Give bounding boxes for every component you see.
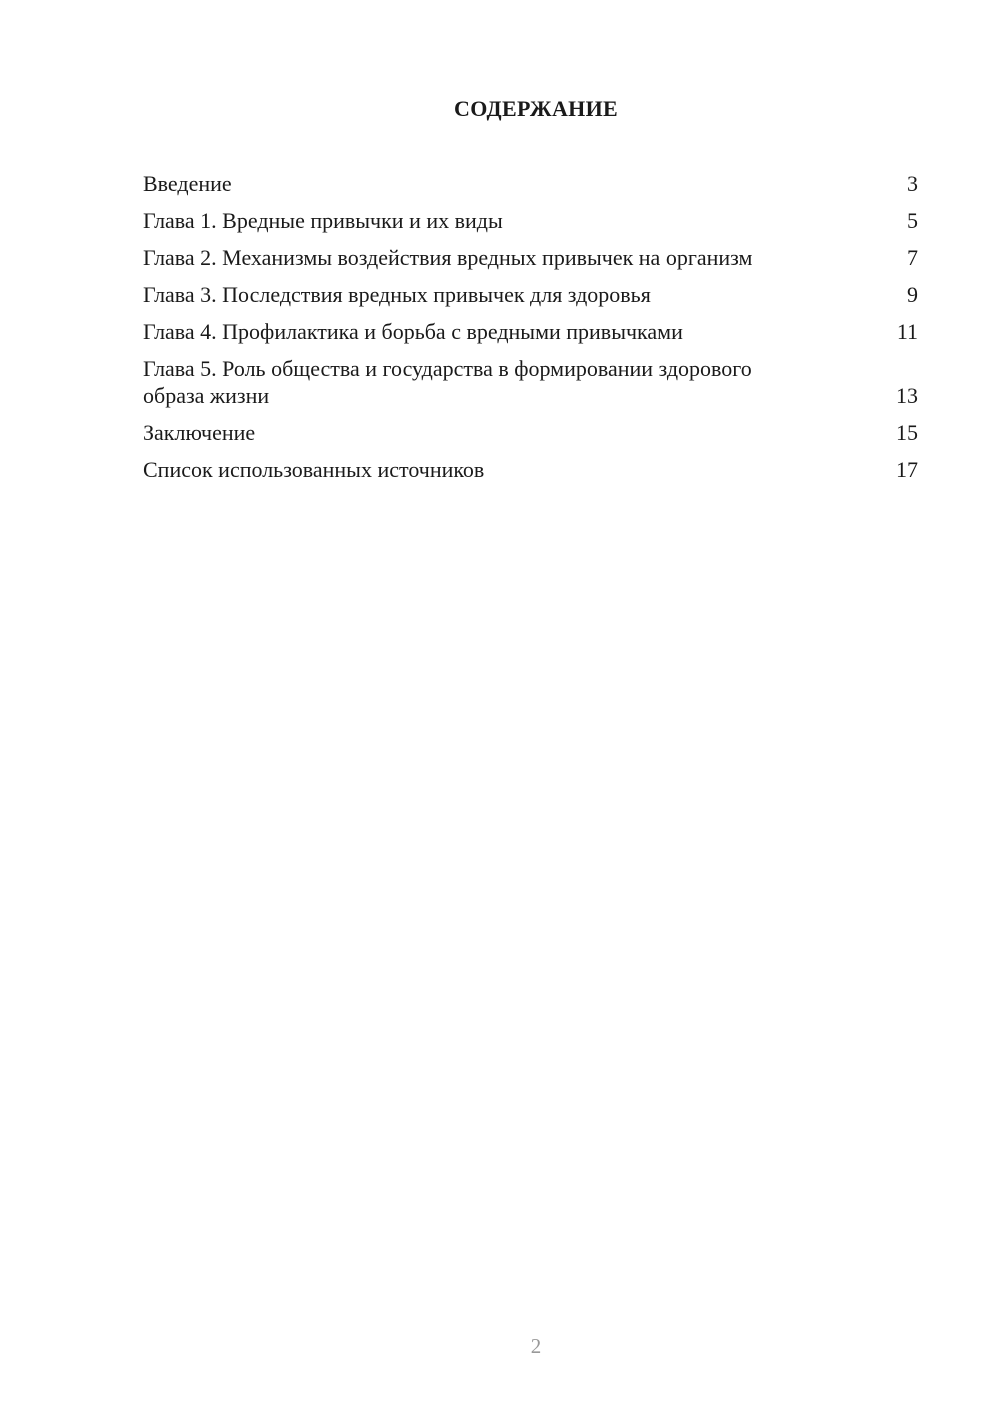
toc-label: Глава 5. Роль общества и государства в формировании здорового образа жизни bbox=[143, 356, 752, 408]
toc-label: Введение bbox=[143, 171, 232, 196]
toc-label: Глава 4. Профилактика и борьба с вредными привычками bbox=[143, 319, 683, 344]
toc-entry-introduction bbox=[143, 170, 918, 197]
toc-entry-chapter-3 bbox=[143, 281, 918, 308]
page-title: СОДЕРЖАНИЕ bbox=[454, 96, 618, 121]
toc-page-number: 13 bbox=[896, 383, 918, 408]
toc-label: Глава 3. Последствия вредных привычек для здоровья bbox=[143, 282, 651, 307]
toc-page-number: 7 bbox=[907, 245, 918, 270]
toc-entry-references bbox=[143, 456, 918, 483]
toc-page-number: 17 bbox=[896, 457, 918, 482]
toc-entry-chapter-4 bbox=[143, 318, 918, 345]
toc-label: Глава 1. Вредные привычки и их виды bbox=[143, 208, 503, 233]
toc-entry-chapter-2 bbox=[143, 244, 918, 271]
toc-entry-chapter-5 bbox=[143, 355, 918, 409]
toc-entry-conclusion bbox=[143, 419, 918, 446]
toc-page-number: 5 bbox=[907, 208, 918, 233]
toc-label: Список использованных источников bbox=[143, 457, 485, 482]
toc-page-number: 11 bbox=[896, 319, 918, 344]
table-of-contents bbox=[143, 170, 918, 493]
toc-page-number: 15 bbox=[896, 420, 918, 445]
footer-page-number: 2 bbox=[530, 1334, 542, 1358]
toc-page-number: 3 bbox=[907, 171, 918, 196]
toc-entry-chapter-1 bbox=[143, 207, 918, 234]
toc-label: Глава 2. Механизмы воздействия вредных привычек на организм bbox=[143, 245, 753, 270]
toc-label: Заключение bbox=[143, 420, 256, 445]
toc-page-number: 9 bbox=[907, 282, 918, 307]
